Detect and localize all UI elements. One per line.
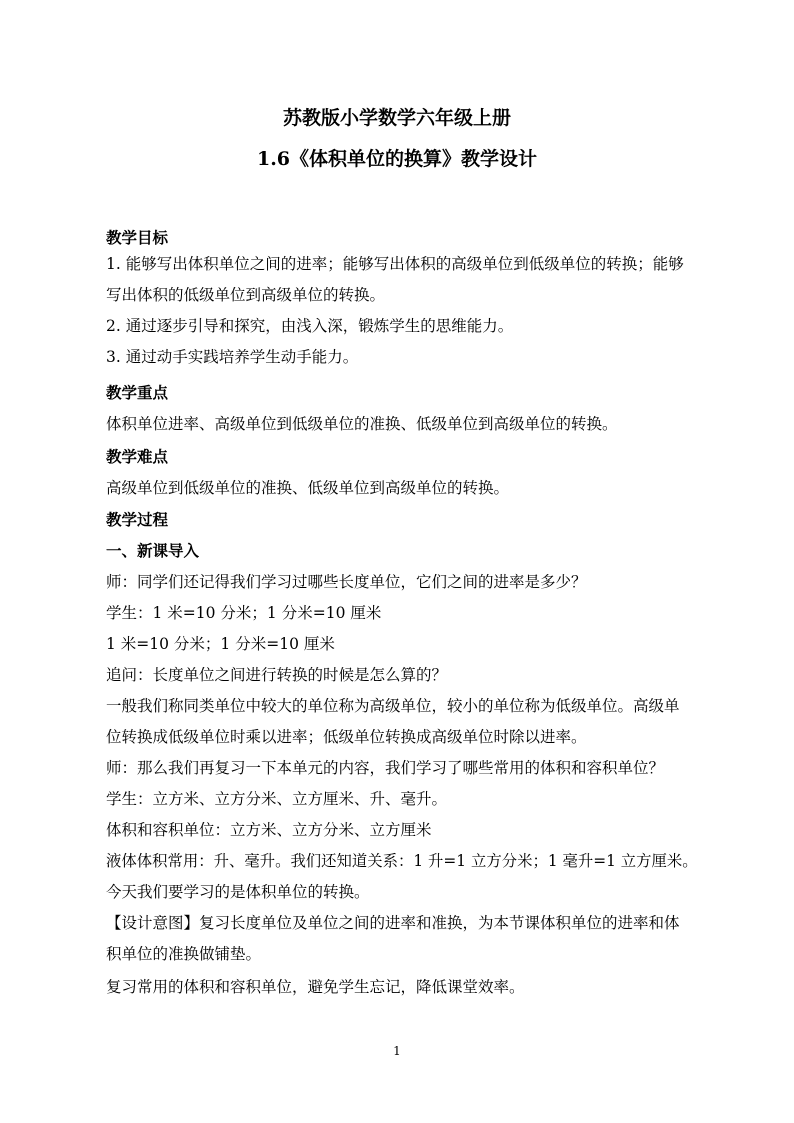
key-points-text: 体积单位进率、高级单位到低级单位的准换、低级单位到高级单位的转换。 (106, 415, 618, 433)
difficulty-text: 高级单位到低级单位的准换、低级单位到高级单位的转换。 (106, 479, 510, 497)
design-intent-line-b: 积单位的准换做铺垫。 (106, 945, 262, 963)
body-line: 学生：立方米、立方分米、立方厘米、升、毫升。 (106, 790, 448, 808)
difficulty-heading: 教学难点 (106, 447, 169, 466)
design-intent-line-a: 【设计意图】复习长度单位及单位之间的进率和准换，为本节课体积单位的进率和体 (106, 914, 680, 932)
page-number: 1 (393, 1044, 401, 1058)
goals-heading: 教学目标 (106, 228, 169, 247)
document-title-line1: 苏教版小学数学六年级上册 (282, 107, 511, 129)
goal-3: 3. 通过动手实践培养学生动手能力。 (106, 348, 359, 366)
document-title-line2: 1.6《体积单位的换算》教学设计 (256, 148, 538, 170)
body-line: 学生：1 米=10 分米；1 分米=10 厘米 (106, 604, 382, 622)
body-line: 师：那么我们再复习一下本单元的内容，我们学习了哪些常用的体积和容积单位？ (106, 759, 665, 777)
body-line: 今天我们要学习的是体积单位的转换。 (106, 883, 370, 901)
process-heading: 教学过程 (106, 510, 169, 529)
body-line: 位转换成低级单位时乘以进率；低级单位转换成高级单位时除以进率。 (106, 728, 587, 746)
body-line: 1 米=10 分米；1 分米=10 厘米 (106, 635, 335, 653)
goal-1-line-b: 写出体积的低级单位到高级单位的转换。 (106, 286, 386, 304)
part-1-heading: 一、新课导入 (106, 541, 200, 560)
goal-1-line-a: 1. 能够写出体积单位之间的进率；能够写出体积的高级单位到低级单位的转换；能够 (106, 255, 684, 273)
body-line: 追问：长度单位之间进行转换的时候是怎么算的？ (106, 666, 448, 684)
body-line: 液体体积常用：升、毫升。我们还知道关系：1 升=1 立方分米；1 毫升=1 立方厘米。 (106, 852, 698, 870)
body-line: 体积和容积单位：立方米、立方分米、立方厘米 (106, 821, 432, 839)
body-line: 师：同学们还记得我们学习过哪些长度单位，它们之间的进率是多少？ (106, 573, 587, 591)
goal-2: 2. 通过逐步引导和探究，由浅入深，锻炼学生的思维能力。 (106, 317, 514, 335)
body-line: 复习常用的体积和容积单位，避免学生忘记，降低课堂效率。 (106, 978, 525, 996)
body-line: 一般我们称同类单位中较大的单位称为高级单位，较小的单位称为低级单位。高级单 (106, 697, 680, 715)
key-points-heading: 教学重点 (106, 383, 169, 402)
